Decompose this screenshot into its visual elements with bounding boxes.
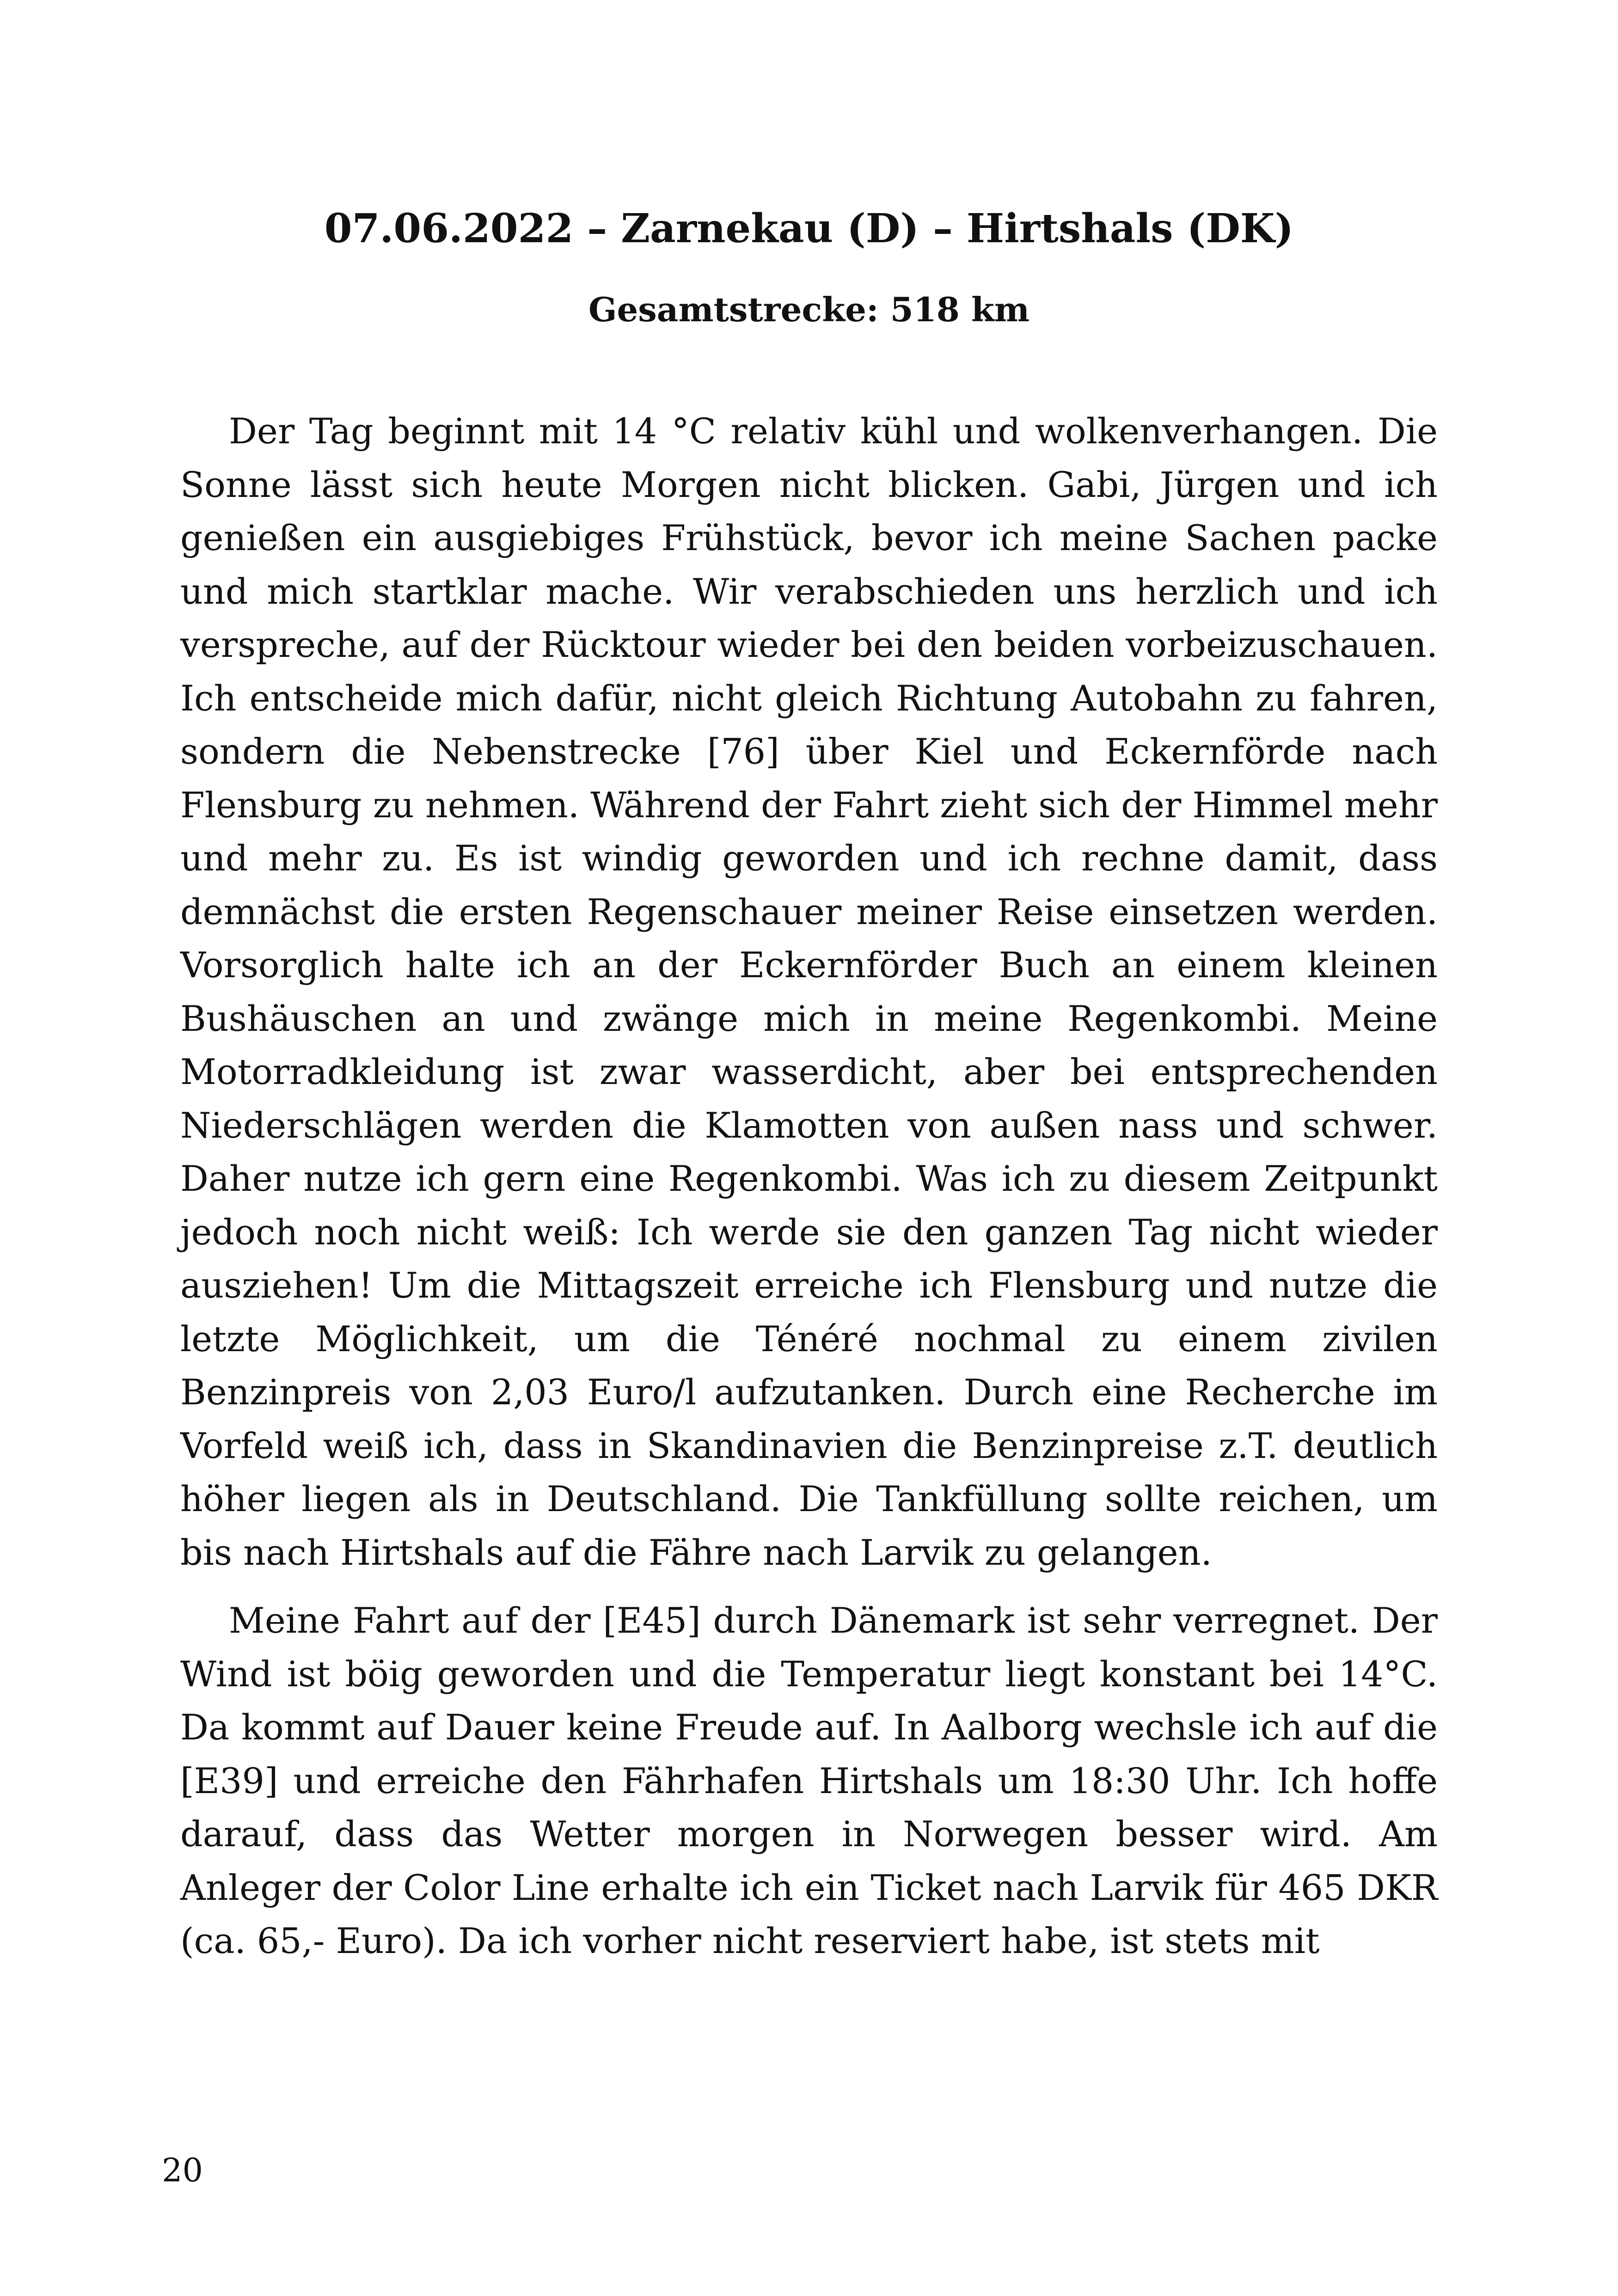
paragraph: Meine Fahrt auf der [E45] durch Dänemark ist sehr verregnet. Der Wind ist böig geworden und die Temperatur liegt konstant bei 14°C. Da kommt auf Dauer keine Freude auf. In Aalborg wechsle ich auf die [E39] und erreiche den Fährhafen Hirtshals um 18:30 Uhr. Ich hoffe darauf, dass das Wetter morgen in Norwegen besser wird. Am Anleger der Color Line erhalte ich ein Ticket nach Larvik für 465 DKR (ca. 65,- Euro). Da ich vorher nicht reserviert habe, ist stets mit bbox=[180, 1600, 1438, 1961]
body-text bbox=[180, 404, 1438, 1968]
chapter-title: 07.06.2022 – Zarnekau (D) – Hirtshals (DK) bbox=[324, 205, 1294, 252]
page-number: 20 bbox=[162, 2151, 203, 2189]
chapter-subtitle: Gesamtstrecke: 518 km bbox=[588, 290, 1030, 329]
paragraph: Der Tag beginnt mit 14 °C relativ kühl und wolkenverhangen. Die Sonne lässt sich heute Morgen nicht blicken. Gabi, Jürgen und ich genießen ein ausgiebiges Frühstück, bevor ich meine Sachen packe und mich startklar mache. Wir verabschieden uns herzlich und ich verspreche, auf der Rücktour wieder bei den beiden vorbeizuschauen. Ich entscheide mich dafür, nicht gleich Richtung Autobahn zu fahren, sondern die Nebenstrecke [76] über Kiel und Eckernförde nach Flensburg zu nehmen. Während der Fahrt zieht sich der Himmel mehr und mehr zu. Es ist windig geworden und ich rechne damit, dass demnächst die ersten Regenschauer meiner Reise einsetzen werden. Vorsorglich halte ich an der Eckernförder Buch an einem kleinen Bushäuschen an und zwänge mich in meine Regenkombi. Meine Motorradkleidung ist zwar wasserdicht, aber bei entsprechenden Niederschlägen werden die Klamotten von außen nass und schwer. Daher nutze ich gern eine Regenkombi. Was ich zu diesem Zeitpunkt jedoch noch nicht weiß: Ich werde sie den ganzen Tag nicht wieder ausziehen! Um die Mittagszeit erreiche ich Flensburg und nutze die letzte Möglichkeit, um die Ténéré nochmal zu einem zivilen Benzinpreis von 2,03 Euro/l aufzutanken. Durch eine Recherche im Vorfeld weiß ich, dass in Skandinavien die Benzinpreise z.T. deutlich höher liegen als in Deutschland. Die Tankfüllung sollte reichen, um bis nach Hirtshals auf die Fähre nach Larvik zu gelangen. bbox=[180, 410, 1438, 1573]
